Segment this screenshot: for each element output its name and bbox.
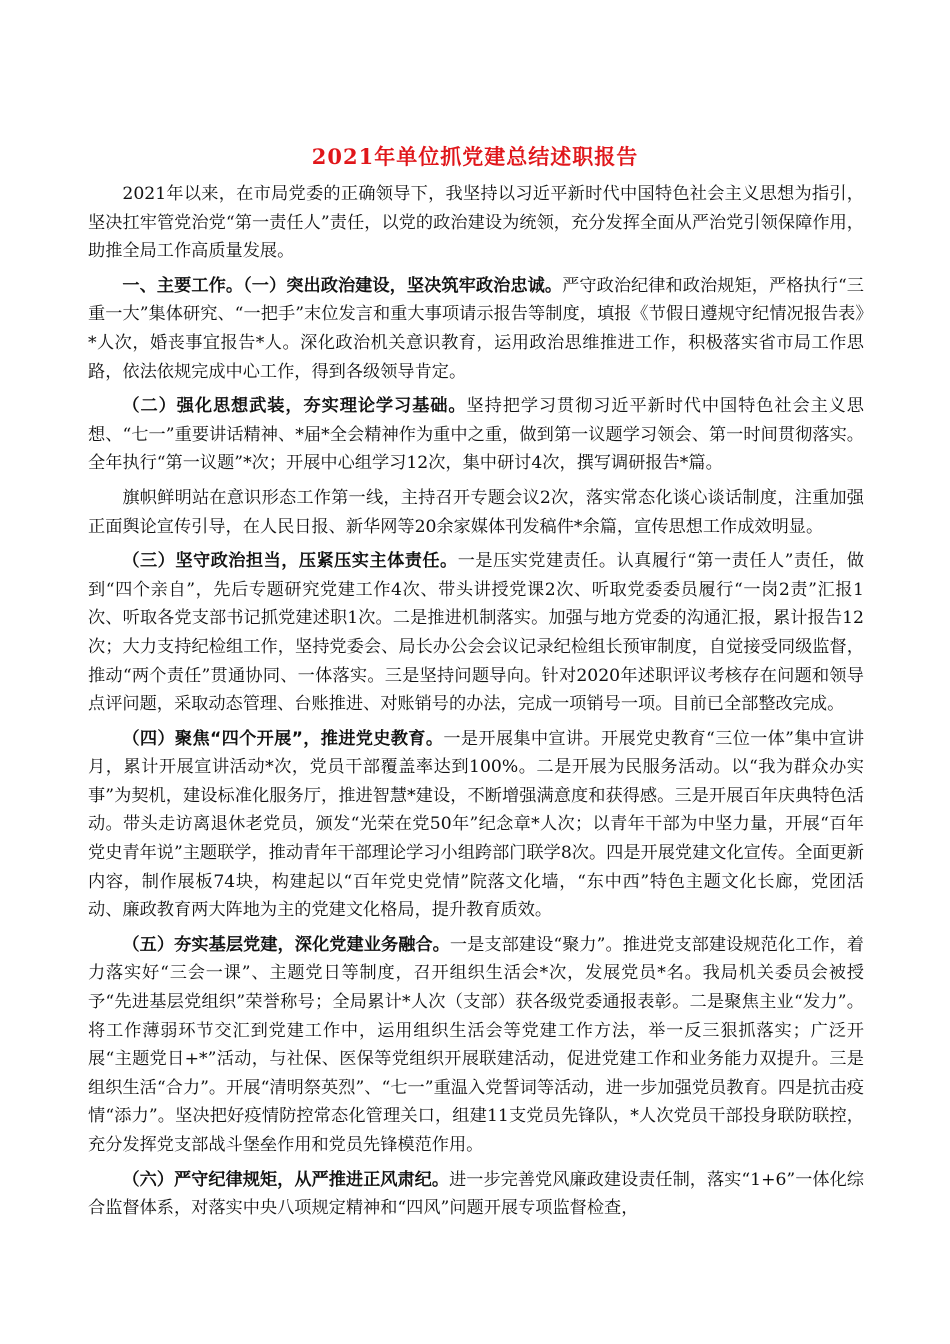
paragraph-intro bbox=[88, 180, 864, 266]
paragraph-text: 严守政治纪律和政治规矩，严格执行“三重一大”集体研究、“一把手”末位发言和重大事项请示报告等制度，填报《节假日遵规守纪情况报告表》*人次，婚丧事宜报告*人。深化政治机关意识教育，运用政治思维推进工作，积极落实省市局工作思路，依法依规完成中心工作，得到各级领导肯定。 bbox=[88, 275, 864, 382]
paragraph-section-1 bbox=[88, 272, 864, 386]
paragraph-text: 2021年以来，在市局党委的正确领导下，我坚持以习近平新时代中国特色社会主义思想为指引，坚决扛牢管党治党“第一责任人”责任，以党的政治建设为统领，充分发挥全面从严治党引领保障作用，助推全局工作高质量发展。 bbox=[88, 184, 864, 262]
document-body bbox=[88, 180, 864, 1229]
paragraph-text: 一是支部建设“聚力”。推进党支部建设规范化工作，着力落实好“三会一课”、主题党日等制度，召开组织生活会*次，发展党员*名。我局机关委员会被授予“先进基层党组织”荣誉称号；全局累计*人次（支部）获各级党委通报表彰。二是聚焦主业“发力”。将工作薄弱环节交汇到党建工作中，运用组织生活会等党建工作方法，举一反三狠抓落实；广泛开展“主题党日+*”活动，与社保、医保等党组织开展联建活动，促进党建工作和业务能力双提升。三是组织生活“合力”。开展“清明祭英烈”、“七一”重温入党誓词等活动，进一步加强党员教育。四是抗击疫情“添力”。坚决把好疫情防控常态化管理关口，组建11支党员先锋队，*人次党员干部投身联防联控，充分发挥党支部战斗堡垒作用和党员先锋模范作用。 bbox=[88, 934, 864, 1155]
paragraph-section-3 bbox=[88, 547, 864, 719]
paragraph-heading: （二）强化思想武装，夯实理论学习基础。 bbox=[122, 396, 467, 417]
paragraph-ideology bbox=[88, 484, 864, 541]
paragraph-section-6 bbox=[88, 1166, 864, 1223]
paragraph-heading: （六）严守纪律规矩，从严推进正风肃纪。 bbox=[122, 1169, 450, 1190]
paragraph-section-4 bbox=[88, 725, 864, 925]
paragraph-text: 一是开展集中宣讲。开展党史教育“三位一体”集中宣讲月，累计开展宣讲活动*次，党员干部覆盖率达到100%。二是开展为民服务活动。以“我为群众办实事”为契机，建设标准化服务厅，推进智慧*建设，不断增强满意度和获得感。三是开展百年庆典特色活动。带头走访离退休老党员，颁发“光荣在党50年”纪念章*人次；以青年干部为中坚力量，开展“百年党史青年说”主题联学，推动青年干部理论学习小组跨部门联学8次。四是开展党建文化宣传。全面更新内容，制作展板74块，构建起以“百年党史党情”院落文化墙，“东中西”特色主题文化长廊，党团活动、廉政教育两大阵地为主的党建文化格局，提升教育质效。 bbox=[88, 728, 865, 921]
paragraph-heading: 一、主要工作。（一）突出政治建设，坚决筑牢政治忠诚。 bbox=[122, 275, 563, 296]
paragraph-section-2 bbox=[88, 392, 864, 478]
paragraph-heading: （三）坚守政治担当，压紧压实主体责任。 bbox=[122, 551, 458, 572]
paragraph-text: 一是压实党建责任。认真履行“第一责任人”责任，做到“四个亲自”，先后专题研究党建工作4次、带头讲授党课2次、听取党委委员履行“一岗2责”汇报1次、听取各党支部书记抓党建述职1次。二是推进机制落实。加强与地方党委的沟通汇报，累计报告12次；大力支持纪检组工作，坚持党委会、局长办公会会议记录纪检组长预审制度，自觉接受同级监督，推动“两个责任”贯通协同、一体落实。三是坚持问题导向。针对2020年述职评议考核存在问题和领导点评问题，采取动态管理、台账推进、对账销号的办法，完成一项销号一项。目前已全部整改完成。 bbox=[88, 551, 864, 715]
paragraph-heading: （四）聚焦“四个开展”，推进党史教育。 bbox=[122, 728, 444, 749]
paragraph-section-5 bbox=[88, 931, 864, 1160]
document-title: 2021年单位抓党建总结述职报告 bbox=[311, 144, 639, 169]
paragraph-heading: （五）夯实基层党建，深化党建业务融合。 bbox=[122, 934, 450, 955]
paragraph-text: 进一步完善党风廉政建设责任制，落实“1+6”一体化综合监督体系，对落实中央八项规定精神和“四风”问题开展专项监督检查， bbox=[88, 1169, 864, 1219]
paragraph-text: 旗帜鲜明站在意识形态工作第一线，主持召开专题会议2次，落实常态化谈心谈话制度，注重加强正面舆论宣传引导，在人民日报、新华网等20余家媒体刊发稿件*余篇，宣传思想工作成效明显。 bbox=[88, 487, 864, 537]
paragraph-text: 坚持把学习贯彻习近平新时代中国特色社会主义思想、“七一”重要讲话精神、*届*全会精神作为重中之重，做到第一议题学习领会、第一时间贯彻落实。全年执行“第一议题”*次；开展中心组学习12次，集中研讨4次，撰写调研报告*篇。 bbox=[88, 396, 864, 474]
